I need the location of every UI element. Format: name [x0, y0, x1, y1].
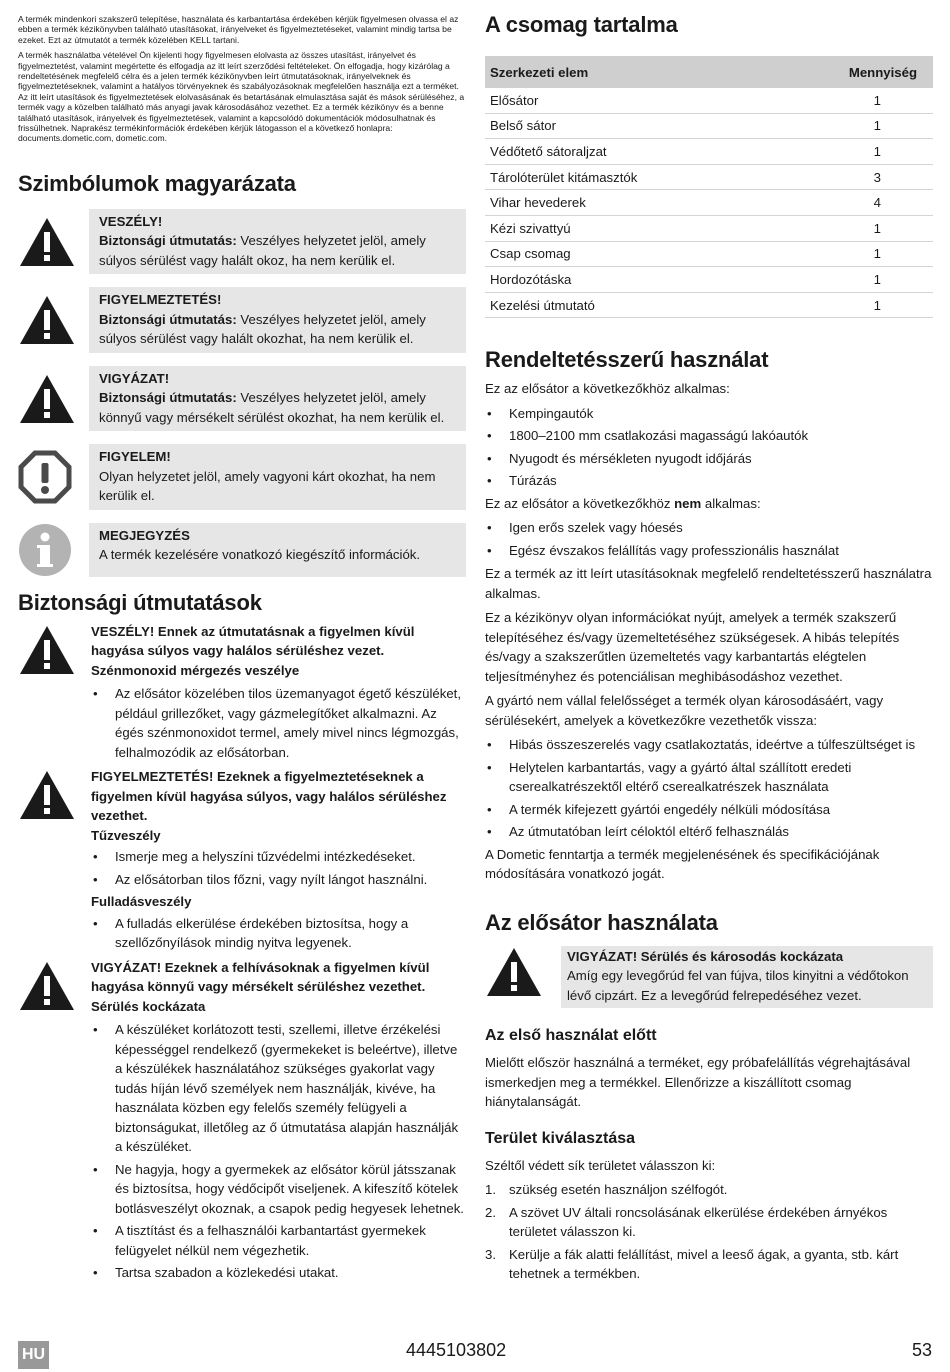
symbol-description: [89, 523, 466, 577]
list-text: Kerülje a fák alatti felállítást, mivel a leeső ágak, a gyanta, stb. kárt tehetnek a termékben.: [509, 1246, 899, 1282]
danger-subheading: Szénmonoxid mérgezés veszélye: [91, 662, 300, 678]
warning-triangle-icon: [18, 958, 80, 1286]
list-item: • Ne hagyja, hogy a gyermekek az elősátor körül játsszanak és biztosítsa, hogy védőcipőt viseljenek. A kifeszítő kötelek botlásveszélyt okoznak, a csapok pedig hegyesek lehetnek.: [91, 1160, 466, 1219]
item-cell: Tárolóterület kitámasztók: [485, 164, 771, 190]
table-row: [485, 139, 933, 165]
table-row: [485, 215, 933, 241]
intro-text: [18, 14, 466, 144]
suitable-intro: Ez az elősátor a következőkhöz alkalmas:: [485, 381, 730, 397]
symbol-description: [89, 366, 466, 432]
item-cell: Vihar hevederek: [485, 190, 771, 216]
injury-list: [91, 1020, 466, 1283]
list-item: • Tartsa szabadon a közlekedési utakat.: [91, 1263, 466, 1283]
item-cell: Csap csomag: [485, 241, 771, 267]
quantity-cell: 3: [771, 164, 933, 190]
list-item: • Túrázás: [485, 471, 933, 491]
intended-paragraph-1: Ez a termék az itt leírt utasításoknak megfelelő rendeltetésszerű használatra alkalmas.: [485, 566, 932, 601]
warning-triangle-icon: [18, 209, 78, 275]
table-row: [485, 164, 933, 190]
list-item: • A készüléket korlátozott testi, szellemi, illetve érzékelési képességgel rendelkező (gyermekeket is beleértve), illetve a készülékek használatához szükséges gyakorlat vagy tudás híján lévő személyek nem használják, kivéve, ha használata közben egy felelős személy felügyeli a biztonságukat, illetőleg az ő útmutatása alapján használják a készüléket.: [91, 1020, 466, 1157]
quantity-cell: 1: [771, 88, 933, 113]
symbol-row: [18, 209, 466, 275]
first-use-text: Mielőtt először használná a terméket, egy próbafelállítás végrehajtásával ismerkedjen meg a termékkel. Ellenőrizze a kiszállított csomag hiánytalanságát.: [485, 1055, 911, 1110]
symbol-body: A termék kezelésére vonatkozó kiegészítő információk.: [99, 547, 421, 563]
symbols-heading: Szimbólumok magyarázata: [18, 170, 296, 196]
symbol-description: [89, 287, 466, 353]
right-column: [485, 12, 933, 1287]
list-item: • Egész évszakos felállítás vagy professzionális használat: [485, 541, 933, 561]
quantity-cell: 1: [771, 292, 933, 318]
intended-paragraph-4: A Dometic fenntartja a termék megjelenésének és specifikációjának módosítására vonatkozó jogát.: [485, 846, 880, 882]
symbol-text: [99, 388, 458, 427]
intro-paragraph-2: A termék használatba vételével Ön kijelenti hogy figyelmesen elolvasta az összes utasítást, irányelvet és figyelmeztetést, valamint megértette és elfogadja az itt leírt szerződési feltételeket. Ön elfogadja, hogy kizárólag a rendeltetésének megfelelő célra és a jelen termék kézikönyvben leírt útmutatásoknak, irányelveknek és figyelmeztetéseknek, valamint a hatályos törvényeknek és szabályozásoknak megfelelően használja ezt a terméket. Az itt leírt utasítások és figyelmeztetések elolvasásának és betartásának elmulasztása saját és mások sérüléséhez, a termék vagy a közelben található más anyagi javak károsodásához vezethet. Ez a termék kézikönyv és a benne található utasítások, irányelvek és figyelmeztetések, valamint a kapcsolódó dokumentációk módosulhatnak és frissülhetnek. Naprakész termékinformációk érdekében kérjük látogasson el a következő honlapra: documents.dometic.com, dometic.com.: [18, 50, 465, 144]
table-header-row: [485, 56, 933, 88]
symbol-row: [18, 444, 466, 510]
liability-list: [485, 735, 933, 842]
not-intro-c: alkalmas:: [701, 495, 761, 511]
symbol-title: VESZÉLY!: [99, 213, 163, 229]
warning-triangle-icon: [18, 767, 80, 956]
quantity-cell: 1: [771, 215, 933, 241]
not-intro-emphasis: nem: [674, 495, 702, 511]
quantity-cell: 4: [771, 190, 933, 216]
list-item: • 1800–2100 mm csatlakozási magasságú lakóautók: [485, 426, 933, 446]
list-number: 2.: [485, 1204, 496, 1220]
list-item: [485, 1245, 933, 1284]
list-item: • A tisztítást és a felhasználói karbantartást gyermekek felügyelet nélkül nem végezhetik.: [91, 1221, 466, 1260]
symbol-text: [99, 545, 458, 565]
warning-title: FIGYELMEZTETÉS! Ezeknek a figyelmeztetéseknek a figyelmen kívül hagyása súlyos, vagy halálos sérüléshez vezethet.: [91, 769, 447, 824]
list-item: • Kempingautók: [485, 404, 933, 424]
list-item: • Igen erős szelek vagy hóesés: [485, 518, 933, 538]
list-item: • Hibás összeszerelés vagy csatlakoztatás, ideértve a túlfeszültséget is: [485, 735, 933, 755]
symbol-lead: Biztonsági útmutatás:: [99, 390, 237, 406]
intended-paragraph-2: Ez a kézikönyv olyan információkat nyújt, amelyek a termék szakszerű telepítéséhez és/vagy üzemeltetéséhez szükségesek. A hibás telepítés és/vagy a szakszerűtlen üzemeltetés vagy karbantartás elégtelen teljesítményhez és potenciálisan meghibásodáshoz vezethet.: [485, 610, 900, 684]
symbol-description: [89, 209, 466, 275]
fire-list: [91, 847, 466, 889]
symbol-text: [99, 467, 458, 506]
quantity-cell: 1: [771, 241, 933, 267]
list-item: [485, 1180, 933, 1200]
column-header-item: Szerkezeti elem: [485, 56, 771, 88]
safety-caution: [18, 958, 466, 1286]
fire-subheading: Tűzveszély: [91, 827, 161, 843]
item-cell: Kézi szivattyú: [485, 215, 771, 241]
package-table: [485, 56, 933, 318]
intended-paragraph-3: A gyártó nem vállal felelősséget a termék olyan károsodásáért, vagy sérülésekért, amelyek a következőkre vezethetők vissza:: [485, 693, 884, 728]
area-list: [485, 1180, 933, 1284]
injury-subheading: Sérülés kockázata: [91, 998, 206, 1014]
intended-use-heading: Rendeltetésszerű használat: [485, 347, 769, 373]
list-item: [485, 1203, 933, 1242]
symbols-list: [18, 209, 466, 577]
quantity-cell: 1: [771, 139, 933, 165]
suffocation-list: [91, 914, 466, 953]
item-cell: Belső sátor: [485, 113, 771, 139]
not-suitable-list: [485, 518, 933, 560]
symbol-title: FIGYELMEZTETÉS!: [99, 292, 222, 308]
document-code: 4445103802: [406, 1340, 507, 1360]
list-item: • Nyugodt és mérsékleten nyugodt időjárás: [485, 449, 933, 469]
symbol-row: [18, 287, 466, 353]
list-text: szükség esetén használjon szélfogót.: [509, 1182, 728, 1198]
list-item: • Az útmutatóban leírt céloktól eltérő felhasználás: [485, 822, 933, 842]
list-item: • Helytelen karbantartás, vagy a gyártó által szállított eredeti cserealkatrészektől eltérő cserealkatrészek használata: [485, 758, 933, 797]
table-row: [485, 113, 933, 139]
table-row: [485, 241, 933, 267]
quantity-cell: 1: [771, 267, 933, 293]
symbol-description: [89, 444, 466, 510]
safety-danger: [18, 622, 466, 766]
not-intro-a: Ez az elősátor a következőkhöz: [485, 495, 675, 511]
danger-title: VESZÉLY! Ennek az útmutatásnak a figyelmen kívül hagyása súlyos vagy halálos sérüléshez vezet.: [91, 623, 415, 659]
safety-warning: [18, 767, 466, 956]
warning-triangle-icon: [485, 946, 543, 1009]
item-cell: Kezelési útmutató: [485, 292, 771, 318]
usage-heading: Az elősátor használata: [485, 909, 718, 935]
table-row: [485, 88, 933, 113]
area-intro: Széltől védett sík területet válasszon ki:: [485, 1157, 716, 1173]
symbol-body: Veszélyes helyzetet jelöl, amely súlyos sérülést vagy halált okozhat, ha nem kerülik el.: [99, 311, 426, 347]
item-cell: Elősátor: [485, 88, 771, 113]
symbol-body: Veszélyes helyzetet jelöl, amely súlyos sérülést vagy halált okoz, ha nem kerülik el.: [99, 233, 426, 268]
column-header-qty: Mennyiség: [771, 56, 933, 88]
package-table-body: [485, 88, 933, 318]
symbol-lead: Biztonsági útmutatás:: [99, 311, 237, 327]
table-row: [485, 292, 933, 318]
symbol-text: [99, 231, 458, 270]
language-badge: HU: [18, 1341, 49, 1369]
symbol-text: [99, 310, 458, 349]
symbol-body: Olyan helyzetet jelöl, amely vagyoni kárt okozhat, ha nem kerülik el.: [99, 468, 436, 504]
list-number: 1.: [485, 1182, 496, 1198]
safety-heading: Biztonsági útmutatások: [18, 589, 262, 615]
not-suitable-intro: [485, 494, 933, 514]
page-number: 53: [911, 1340, 932, 1360]
suffocation-subheading: Fulladásveszély: [91, 894, 192, 910]
item-cell: Hordozótáska: [485, 267, 771, 293]
symbol-title: FIGYELEM!: [99, 449, 171, 465]
item-cell: Védőtető sátoraljzat: [485, 139, 771, 165]
area-heading: Terület kiválasztása: [485, 1129, 636, 1147]
list-item: • A fulladás elkerülése érdekében biztosítsa, hogy a szellőzőnyílások mindig nyitva legyenek.: [91, 914, 466, 953]
warning-triangle-icon: [18, 287, 78, 353]
symbol-row: [18, 523, 466, 577]
table-row: [485, 267, 933, 293]
list-item: • Az elősátor közelében tilos üzemanyagot égető készüléket, például grillezőket, vagy gázmelegítőket alkalmazni. Az égés szénmonoxidot termel, amely mivel nincs légmozgás, felhalmozódik az elősátorban.: [91, 684, 466, 762]
warning-triangle-icon: [18, 366, 78, 432]
warning-triangle-icon: [18, 622, 80, 766]
usage-warning-title: VIGYÁZAT! Sérülés és károsodás kockázata: [567, 948, 844, 964]
table-row: [485, 190, 933, 216]
info-circle-icon: [18, 523, 78, 577]
quantity-cell: 1: [771, 113, 933, 139]
danger-list: [91, 684, 466, 762]
list-item: • A termék kifejezett gyártói engedély nélküli módosítása: [485, 800, 933, 820]
list-text: A szövet UV általi roncsolásának elkerülése érdekében árnyékos területet válasszon ki.: [509, 1204, 888, 1240]
symbol-title: MEGJEGYZÉS: [99, 527, 190, 543]
suitable-list: [485, 404, 933, 491]
symbol-lead: Biztonsági útmutatás:: [99, 233, 237, 249]
symbol-row: [18, 366, 466, 432]
usage-warning-text: Amíg egy levegőrúd fel van fújva, tilos kinyitni a védőtokon lévő cipzárt. Ez a levegőrúd felrepedéséhez vezet.: [567, 968, 909, 1003]
package-heading: A csomag tartalma: [485, 12, 678, 37]
symbol-body: Veszélyes helyzetet jelöl, amely könnyű vagy mérsékelt sérülést okozhat, ha nem kerülik el.: [99, 390, 445, 425]
symbol-title: VIGYÁZAT!: [99, 370, 170, 386]
octagon-exclamation-icon: [18, 444, 78, 510]
first-use-heading: Az első használat előtt: [485, 1027, 657, 1045]
list-item: • Az elősátorban tilos főzni, vagy nyílt lángot használni.: [91, 870, 466, 890]
left-column: [18, 14, 466, 1286]
caution-title: VIGYÁZAT! Ezeknek a felhívásoknak a figyelmen kívül hagyása könnyű vagy mérsékelt sérüléshez vezethet.: [91, 959, 430, 995]
intro-paragraph-1: A termék mindenkori szakszerű telepítése, használata és karbantartása érdekében kérjük figyelmesen olvassa el az ebben a termék kézikönyvben található utasításokat, irányelveket és figyelmeztetéseket, valamint mindig tartsa be ezeket. Ezt az útmutatót a termék közelében KELL tartani.: [18, 14, 459, 45]
list-number: 3.: [485, 1246, 496, 1262]
list-item: • Ismerje meg a helyszíni tűzvédelmi intézkedéseket.: [91, 847, 466, 867]
usage-warning: [485, 946, 933, 1009]
